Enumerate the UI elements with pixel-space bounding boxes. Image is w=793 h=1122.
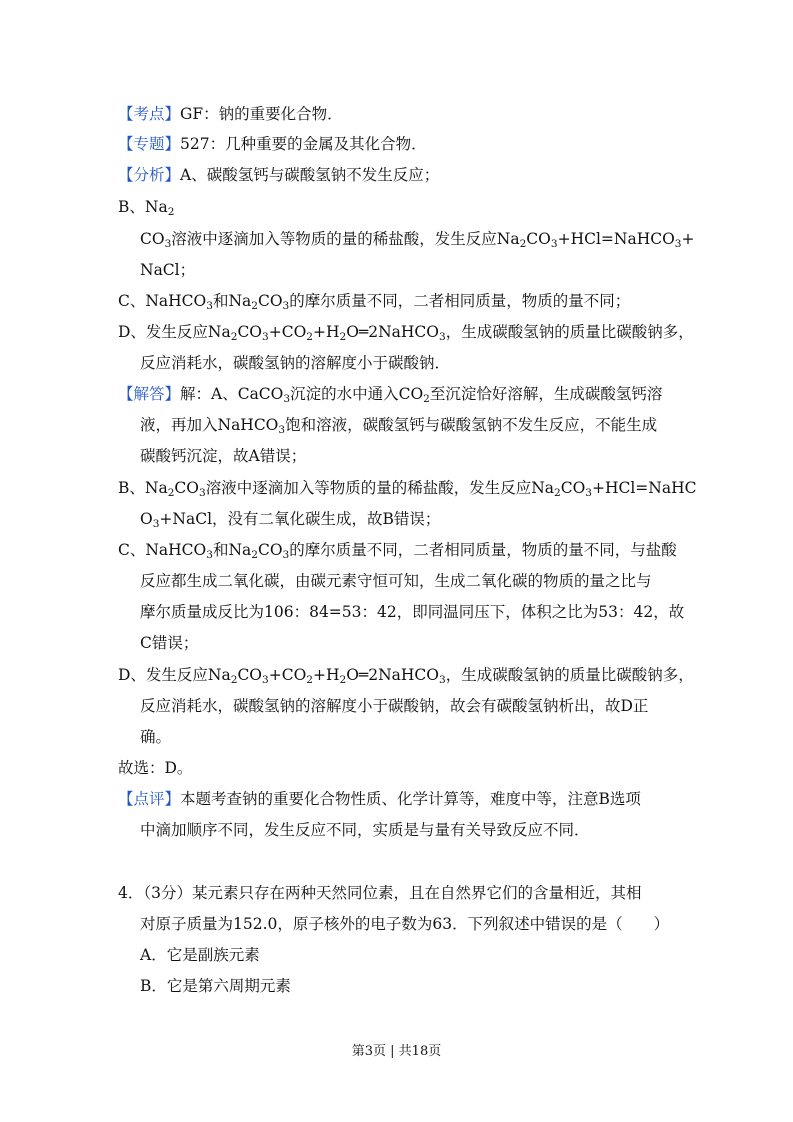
dianping-line-2: 中滴加顺序不同，发生反应不同，实质是与量有关导致反应不同． <box>140 821 590 839</box>
option-b: B．它是第六周期元素 <box>140 977 291 995</box>
zhuanti-line: 【专题】527：几种重要的金属及其化合物． <box>118 135 427 153</box>
fenxi-line-d2: 反应消耗水，碳酸氢钠的溶解度小于碳酸钠． <box>140 354 451 372</box>
fenxi-line-a: 【分析】A、碳酸氢钙与碳酸氢钠不发生反应； <box>118 166 440 184</box>
fenxi-line-c: C、NaHCO$_3$和$Na_2CO_3$的摩尔质量不同，二者相同质量，物质的量不同； <box>118 292 631 313</box>
fenxi-line-b3: NaCl； <box>140 261 196 279</box>
jieda-tag: 【解答】 <box>118 385 181 403</box>
jieda-line-b2: $O_3+NaCl$，没有二氧化碳生成，故B错误； <box>140 510 441 531</box>
zhuanti-tag: 【专题】 <box>118 135 181 153</box>
dianping-line-1: 【点评】本题考查钠的重要化合物性质、化学计算等，难度中等，注意B选项 <box>118 790 641 808</box>
fenxi-line-d1: D、发生反应$Na_2CO_3+CO_2+H_2O═2NaHCO_3$，生成碳酸氢钠的质量比碳酸钠多， <box>118 323 694 344</box>
answer-line: 故选：D。 <box>118 759 193 777</box>
dianping-tag: 【点评】 <box>118 790 181 808</box>
jieda-line-c1: C、NaHCO$_3$和$Na_2CO_3$的摩尔质量不同，二者相同质量，物质的量不同，与盐酸 <box>118 541 677 562</box>
jieda-line-c2: 反应都生成二氧化碳，由碳元素守恒可知，生成二氧化碳的物质的量之比与 <box>140 572 652 590</box>
page-footer: 第3页 | 共18页 <box>351 1044 442 1059</box>
option-a: A．它是副族元素 <box>140 946 260 964</box>
jieda-line-c3: 摩尔质量成反比为106：84=53：42，即同温同压下，体积之比为53：42，故 <box>140 603 685 621</box>
jieda-line-a2: 液，再加入NaHCO$_3$饱和溶液，碳酸氢钙与碳酸氢钠不发生反应，不能生成 <box>140 416 658 437</box>
kaodian-line: 【考点】GF：钠的重要化合物． <box>118 105 343 123</box>
jieda-line-d2: 反应消耗水，碳酸氢钠的溶解度小于碳酸钠，故会有碳酸氢钠析出，故D正 <box>140 697 649 715</box>
jieda-line-d3: 确。 <box>140 728 172 746</box>
jieda-line-a3: 碳酸钙沉淀，故A错误； <box>140 447 307 465</box>
jieda-line-d1: D、发生反应$Na_2CO_3+CO_2+H_2O═2NaHCO_3$，生成碳酸氢钠的质量比碳酸钠多， <box>118 666 694 687</box>
kaodian-tag: 【考点】 <box>118 105 181 123</box>
jieda-line-a1: 【解答】解：A、CaCO$_3$沉淀的水中通入$CO_2$至沉淀恰好溶解，生成碳酸氢钙溶 <box>118 385 663 406</box>
question-4-line-1: 4．（3分）某元素只存在两种天然同位素，且在自然界它们的含量相近，其相 <box>118 884 642 902</box>
question-4-line-2: 对原子质量为152.0，原子核外的电子数为63．下列叙述中错误的是（ ） <box>140 915 670 933</box>
jieda-line-c4: C错误； <box>140 634 199 652</box>
fenxi-line-b2: $CO_3$溶液中逐滴加入等物质的量的稀盐酸，发生反应$Na_2CO_3+HCl=NaHCO_3+$ <box>140 230 695 251</box>
fenxi-line-b1: B、$Na_2$ <box>118 198 175 219</box>
jieda-line-b1: B、$Na_2CO_3$溶液中逐滴加入等物质的量的稀盐酸，发生反应$Na_2CO_3+HCl=NaHC$ <box>118 479 697 500</box>
fenxi-tag: 【分析】 <box>118 166 181 184</box>
